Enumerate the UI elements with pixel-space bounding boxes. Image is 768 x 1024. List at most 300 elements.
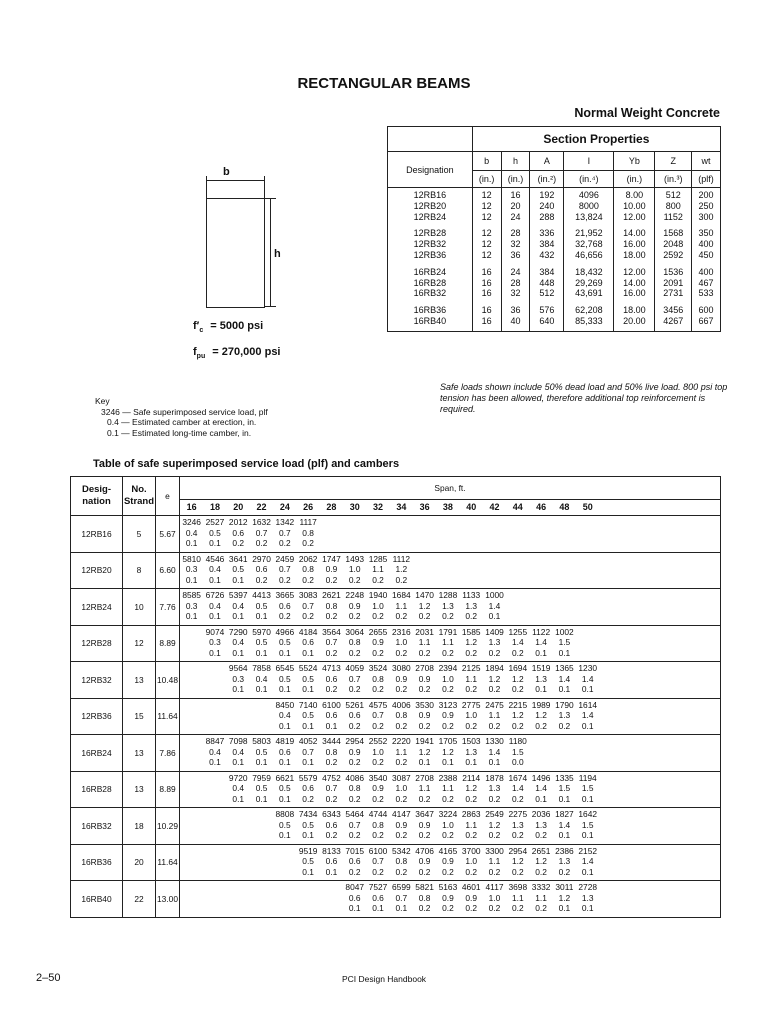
load-value: 3080: [392, 663, 411, 673]
camber-longtime-value: 0.1: [209, 574, 221, 585]
camber-erection-value: 1.2: [465, 637, 478, 647]
span-header: 32: [373, 502, 384, 512]
load-value: 6599: [392, 882, 411, 892]
camber-erection-value: 0.8: [372, 819, 384, 830]
load-value: 2552: [368, 736, 388, 746]
camber-longtime-value: 0.1: [558, 647, 571, 658]
load-value: 5821: [415, 882, 434, 892]
load-value: 1503: [461, 736, 481, 746]
camber-longtime-value: 0.2: [348, 720, 361, 731]
camber-erection-value: 0.4: [209, 564, 221, 574]
empty-cell: [180, 830, 203, 841]
camber-erection-line: [180, 856, 720, 867]
camber-erection-value: 0.5: [302, 673, 314, 684]
section-value: 12: [481, 249, 492, 260]
section-value: 29,269: [575, 277, 603, 288]
camber-longtime-value: 0.2: [348, 574, 361, 585]
camber-erection-value: 1.3: [488, 783, 501, 793]
camber-erection-value: 0.8: [418, 892, 431, 903]
empty-cell: [180, 856, 203, 867]
load-value: 3083: [298, 590, 318, 600]
load-value: 9519: [298, 845, 318, 856]
camber-longtime-value: 0.2: [348, 684, 361, 694]
load-line: [180, 627, 720, 638]
camber-longtime-value: 0.2: [558, 866, 571, 877]
empty-cell: [250, 721, 273, 732]
section-value: 533: [698, 288, 714, 299]
load-value: 4546: [205, 553, 225, 564]
load-value: 1335: [555, 772, 574, 783]
section-cell-column: [530, 226, 564, 264]
empty-cell: [273, 867, 296, 878]
span-header: 44: [512, 502, 523, 512]
section-value: 336: [539, 228, 555, 239]
load-value: 1790: [555, 699, 574, 710]
camber-erection-value: 0.4: [209, 600, 221, 611]
empty-cell: [203, 684, 226, 695]
camber-longtime-value: 0.2: [488, 903, 501, 913]
row-designation: 12RB28: [71, 625, 123, 662]
load-value: 9720: [228, 772, 248, 783]
camber-erection-value: 1.0: [348, 564, 361, 574]
section-value: 4267: [663, 315, 684, 326]
camber-erection-value: 0.9: [418, 856, 431, 866]
camber-erection-line: [180, 637, 720, 648]
camber-longtime-value: 0.2: [511, 866, 524, 877]
row-designation: 16RB40: [71, 881, 123, 918]
dimension-tick: [264, 198, 276, 199]
row-values: [180, 735, 721, 772]
camber-erection-value: 0.4: [255, 673, 268, 684]
row-designation: 12RB20: [71, 552, 123, 589]
camber-longtime-value: 0.1: [581, 684, 594, 694]
load-value: 3123: [438, 699, 458, 710]
span-header: 36: [419, 502, 430, 512]
camber-erection-value: 1.1: [488, 856, 501, 866]
camber-longtime-value: 0.2: [325, 574, 338, 585]
table-row: [71, 735, 721, 772]
load-value: 1342: [275, 517, 295, 527]
row-values: [180, 808, 721, 845]
camber-longtime-value: 0.2: [442, 866, 454, 877]
empty-cell: [180, 893, 203, 904]
empty-cell: [203, 710, 226, 721]
load-value: 1519: [531, 663, 551, 673]
empty-cell: [203, 700, 226, 711]
load-value: 6621: [275, 772, 295, 783]
section-value: 16: [481, 277, 492, 288]
empty-cell: [250, 867, 273, 878]
camber-erection-value: 0.5: [279, 819, 291, 830]
load-value: 2275: [508, 809, 528, 819]
camber-erection-value: 0.4: [279, 710, 291, 720]
table-row: [71, 844, 721, 881]
load-value: 2114: [462, 772, 481, 783]
section-value: 24: [510, 211, 521, 222]
empty-cell: [250, 700, 273, 711]
camber-longtime-value: 0.2: [442, 720, 454, 731]
camber-longtime-value: 0.2: [302, 538, 314, 548]
camber-erection-line: [180, 528, 720, 539]
camber-erection-value: 0.6: [232, 527, 245, 538]
camber-longtime-value: 0.1: [535, 684, 547, 694]
span-header: 46: [536, 502, 547, 512]
row-values: [180, 662, 721, 699]
empty-cell: [227, 867, 250, 878]
key-legend: [95, 396, 268, 438]
camber-erection-value: 1.4: [581, 710, 594, 720]
section-value: 12RB28: [413, 228, 447, 239]
camber-longtime-value: 0.2: [511, 793, 524, 804]
section-value: 250: [698, 200, 714, 211]
load-line: [180, 517, 720, 528]
row-eccentricity: 11.64: [156, 844, 180, 881]
load-value: 1791: [438, 626, 458, 637]
row-designation: 12RB16: [71, 516, 123, 553]
empty-cell: [180, 773, 203, 784]
camber-longtime-line: [180, 830, 720, 841]
load-value: 2125: [461, 663, 481, 673]
section-value: 28: [510, 277, 521, 288]
camber-erection-line: [180, 710, 720, 721]
camber-longtime-value: 0.2: [255, 574, 268, 585]
section-value: 400: [698, 266, 714, 277]
load-value: 1827: [555, 809, 574, 819]
camber-longtime-value: 0.1: [348, 903, 361, 913]
load-value: 1585: [461, 626, 481, 637]
section-cell-column: [530, 188, 564, 227]
empty-cell: [227, 820, 250, 831]
span-header: 38: [442, 502, 453, 512]
camber-erection-value: 0.6: [325, 819, 338, 830]
camber-longtime-line: [180, 903, 720, 914]
section-value: 2048: [663, 239, 684, 250]
empty-cell: [227, 846, 250, 857]
load-value: 4059: [345, 663, 365, 673]
empty-cell: [180, 882, 203, 893]
section-value: 1568: [663, 228, 684, 239]
camber-longtime-value: 0.1: [255, 684, 268, 694]
span-header: 42: [489, 502, 500, 512]
camber-longtime-value: 0.1: [302, 684, 314, 694]
section-cell-column: [472, 265, 501, 303]
load-value: 2549: [485, 809, 504, 819]
camber-longtime-value: 0.1: [442, 757, 454, 767]
section-value: 192: [539, 190, 555, 200]
row-values: [180, 552, 721, 589]
empty-cell: [250, 903, 273, 914]
load-value: 4752: [322, 772, 341, 783]
camber-erection-value: 0.3: [209, 637, 221, 647]
camber-erection-value: 0.5: [255, 783, 268, 793]
camber-longtime-value: 0.1: [535, 647, 547, 658]
camber-erection-line: [180, 564, 720, 575]
load-value: 1230: [578, 663, 598, 673]
camber-erection-value: 0.8: [348, 783, 361, 793]
camber-erection-value: 1.3: [488, 637, 501, 647]
section-value: 12RB20: [413, 200, 447, 211]
row-values: [180, 844, 721, 881]
camber-erection-value: 0.7: [348, 819, 361, 830]
camber-erection-value: 0.9: [465, 892, 478, 903]
camber-erection-value: 1.4: [581, 673, 594, 684]
load-value: 1002: [555, 626, 574, 637]
empty-cell: [180, 637, 203, 648]
camber-erection-value: 1.5: [581, 819, 594, 830]
section-value: 16: [481, 305, 492, 316]
camber-longtime-value: 0.1: [232, 684, 245, 694]
camber-longtime-value: 0.2: [325, 793, 338, 804]
footer: PCI Design Handbook: [341, 974, 427, 984]
camber-erection-value: 0.8: [395, 856, 408, 866]
section-value: 32: [510, 239, 521, 250]
section-value: 1152: [663, 211, 683, 222]
camber-erection-value: 0.7: [348, 673, 361, 684]
strand-strength: $f_{pu} = 270,000$ psi: [193, 346, 281, 361]
section-properties-heading: Section Properties: [472, 127, 720, 152]
row-eccentricity: 11.64: [156, 698, 180, 735]
empty-cell: [203, 820, 226, 831]
load-value: 4006: [392, 699, 411, 710]
section-value: 12RB36: [413, 249, 447, 260]
camber-longtime-line: [180, 867, 720, 878]
camber-longtime-value: 0.2: [302, 611, 314, 621]
section-value: 12: [481, 200, 492, 211]
load-value: 2970: [252, 553, 271, 564]
col-unit: (plf): [692, 171, 721, 188]
camber-longtime-value: 0.1: [558, 684, 571, 694]
camber-longtime-value: 0.2: [395, 574, 408, 585]
camber-erection-value: 0.9: [442, 856, 454, 866]
empty-cell: [203, 882, 226, 893]
camber-longtime-value: 0.1: [279, 647, 291, 658]
camber-erection-value: 0.5: [232, 564, 245, 574]
section-cell-column: [614, 303, 655, 331]
section-value: 12RB24: [413, 211, 447, 222]
camber-erection-value: 1.1: [442, 637, 454, 647]
section-cell-column: [530, 265, 564, 303]
camber-erection-line: [180, 893, 720, 904]
camber-longtime-value: 0.2: [348, 757, 361, 767]
camber-longtime-value: 0.2: [395, 611, 408, 621]
empty-cell: [296, 903, 319, 914]
load-value: 4117: [485, 882, 504, 892]
section-cell-column: [614, 188, 655, 227]
load-line: [180, 554, 720, 565]
key-item: 0.1 — Estimated long-time camber, in.: [107, 427, 252, 438]
empty-cell: [227, 721, 250, 732]
camber-erection-value: 0.6: [255, 564, 268, 574]
load-value: 1180: [508, 736, 527, 746]
load-value: 1614: [578, 699, 598, 710]
section-value: 16RB40: [413, 315, 447, 326]
empty-cell: [203, 674, 226, 685]
load-value: 1632: [252, 517, 271, 527]
camber-longtime-value: 0.2: [348, 647, 361, 658]
load-value: 9564: [228, 663, 248, 673]
load-value: 1117: [299, 517, 317, 527]
load-value: 1684: [392, 590, 411, 600]
camber-longtime-value: 0.2: [325, 647, 338, 658]
camber-erection-value: 0.9: [395, 819, 408, 830]
section-properties-table: [387, 126, 721, 332]
camber-longtime-value: 0.2: [511, 903, 524, 913]
camber-longtime-line: [180, 721, 720, 732]
empty-cell: [227, 809, 250, 820]
camber-erection-value: 0.9: [418, 710, 431, 720]
dimension-tick: [264, 176, 265, 198]
camber-erection-value: 0.8: [395, 710, 408, 720]
empty-cell: [203, 830, 226, 841]
camber-longtime-line: [180, 648, 720, 659]
row-values: [180, 881, 721, 918]
section-value: 16: [481, 315, 492, 326]
camber-erection-value: 1.1: [511, 892, 524, 903]
camber-longtime-value: 0.1: [581, 866, 594, 877]
camber-erection-value: 0.9: [348, 746, 361, 757]
empty-cell: [296, 893, 319, 904]
camber-longtime-value: 0.2: [302, 793, 314, 804]
load-value: 1470: [415, 590, 434, 600]
camber-longtime-value: 0.2: [511, 647, 524, 658]
camber-erection-value: 0.9: [325, 564, 338, 574]
camber-longtime-value: 0.2: [488, 720, 501, 731]
load-value: 4744: [368, 809, 388, 819]
table-row: [71, 589, 721, 626]
section-value: 467: [698, 277, 714, 288]
load-value: 4819: [275, 736, 295, 746]
empty-cell: [227, 700, 250, 711]
section-value: 12: [481, 211, 492, 222]
load-value: 7015: [345, 845, 365, 856]
camber-erection-value: 1.2: [442, 746, 454, 757]
load-line: [180, 882, 720, 893]
load-value: 1705: [438, 736, 458, 746]
load-value: 1000: [485, 590, 504, 600]
load-line: [180, 700, 720, 711]
section-value: 12RB16: [413, 190, 447, 200]
camber-erection-value: 0.9: [418, 673, 431, 684]
empty-cell: [180, 700, 203, 711]
empty-cell: [180, 846, 203, 857]
load-value: 4966: [275, 626, 295, 637]
empty-cell: [250, 830, 273, 841]
section-cell-column: [692, 303, 721, 331]
table-row: [71, 808, 721, 845]
table-row: [71, 881, 721, 918]
span-header: 50: [582, 502, 593, 512]
col-strand: No. Strand: [123, 477, 156, 516]
col-header: h: [501, 152, 530, 171]
span-header: 40: [466, 502, 477, 512]
camber-erection-value: 1.4: [558, 819, 571, 830]
row-values: [180, 516, 721, 553]
load-value: 5970: [252, 626, 271, 637]
camber-erection-value: 0.8: [325, 600, 338, 611]
camber-longtime-value: 0.1: [279, 830, 291, 840]
camber-erection-value: 0.3: [185, 564, 198, 574]
section-value: 16RB28: [413, 277, 447, 288]
load-value: 3332: [531, 882, 551, 892]
camber-erection-value: 0.6: [372, 892, 384, 903]
camber-erection-value: 1.3: [465, 746, 478, 757]
col-header: wt: [692, 152, 721, 171]
camber-erection-value: 1.2: [511, 856, 524, 866]
table-row: [71, 771, 721, 808]
camber-longtime-line: [180, 684, 720, 695]
section-value: 14.00: [623, 277, 646, 288]
col-designation: Desig- nation: [71, 477, 123, 516]
camber-erection-value: 1.4: [535, 783, 547, 793]
camber-erection-value: 1.4: [511, 637, 524, 647]
empty-cell: [180, 721, 203, 732]
camber-longtime-line: [180, 757, 720, 768]
dimension-tick: [264, 306, 276, 307]
section-cell-column: [564, 265, 614, 303]
camber-erection-value: 0.9: [372, 783, 384, 793]
load-value: 2775: [461, 699, 481, 710]
camber-erection-value: 0.9: [442, 710, 454, 720]
load-value: 6545: [275, 663, 295, 673]
empty-cell: [180, 903, 203, 914]
section-cell-column: [472, 226, 501, 264]
section-value: 16: [481, 288, 492, 299]
camber-longtime-value: 0.1: [325, 866, 338, 877]
row-designation: 16RB24: [71, 735, 123, 772]
load-value: 5464: [345, 809, 365, 819]
section-value: 62,208: [575, 305, 603, 316]
load-line: [180, 590, 720, 601]
section-value: 800: [665, 200, 681, 211]
camber-longtime-value: 0.1: [465, 757, 478, 767]
section-cell-column: [472, 188, 501, 227]
section-value: 16: [510, 190, 521, 200]
camber-erection-value: 1.3: [558, 856, 571, 866]
section-cell-column: [564, 303, 614, 331]
load-value: 3647: [415, 809, 434, 819]
camber-longtime-value: 0.1: [325, 720, 338, 731]
section-value: 350: [698, 228, 714, 239]
camber-longtime-value: 0.2: [348, 830, 361, 840]
camber-longtime-value: 0.1: [232, 574, 245, 585]
load-line: [180, 773, 720, 784]
camber-erection-value: 1.1: [395, 600, 408, 611]
section-cell-column: [614, 226, 655, 264]
camber-longtime-value: 0.1: [372, 903, 384, 913]
col-header: I: [564, 152, 614, 171]
load-value: 4706: [415, 845, 434, 856]
empty-cell: [227, 856, 250, 867]
camber-erection-value: 1.1: [465, 819, 478, 830]
camber-erection-value: 1.2: [511, 710, 524, 720]
camber-longtime-value: 0.1: [232, 793, 245, 804]
empty-cell: [180, 747, 203, 758]
row-designation: 12RB36: [71, 698, 123, 735]
load-value: 2220: [392, 736, 411, 746]
row-designation: 12RB32: [71, 662, 123, 699]
camber-erection-value: 1.3: [581, 892, 594, 903]
camber-erection-value: 1.1: [418, 783, 431, 793]
camber-longtime-value: 0.1: [558, 793, 571, 804]
section-value: 16: [481, 266, 492, 277]
load-value: 1493: [345, 553, 365, 564]
load-value: 2394: [438, 663, 458, 673]
camber-longtime-value: 0.2: [395, 720, 408, 731]
camber-erection-value: 1.2: [418, 600, 431, 611]
load-value: 4052: [298, 736, 318, 746]
camber-longtime-value: 0.1: [209, 538, 221, 548]
camber-erection-value: 0.5: [255, 746, 268, 757]
